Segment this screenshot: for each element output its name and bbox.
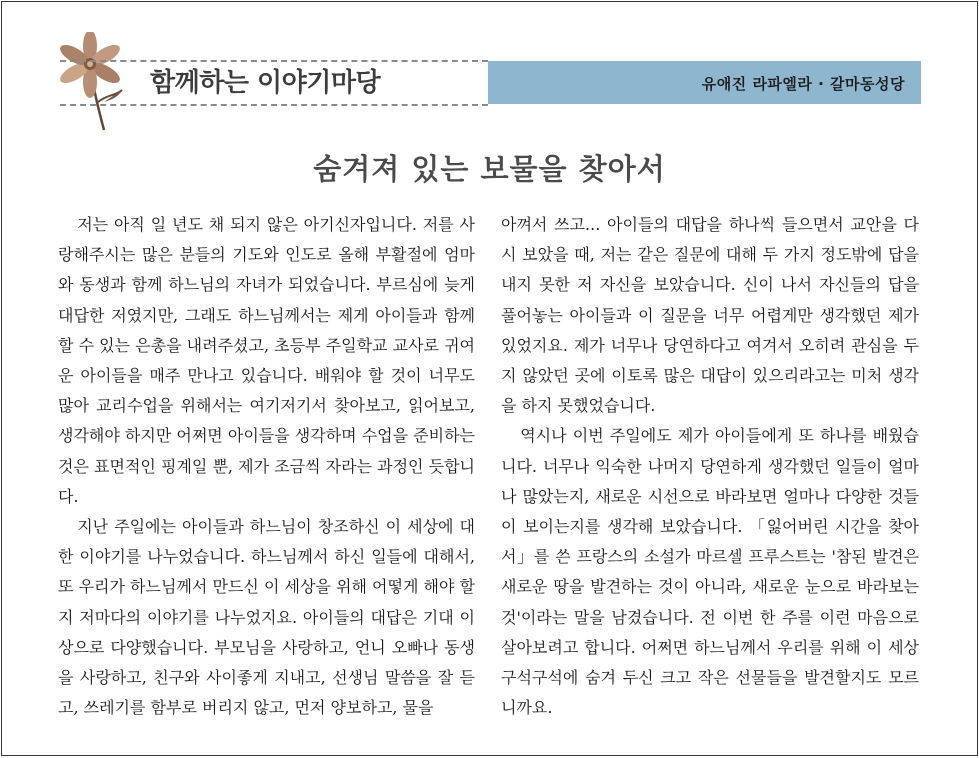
paragraph: 아껴서 쓰고... 아이들의 대답을 하나씩 들으면서 교안을 다시 보았을 때, 저는 같은 질문에 대해 두 가지 정도밖에 답을 내지 못한 저 자신을 보았습니다. 신이 나서 자신들의 답을 풀어놓는 아이들과 이 질문을 너무 어렵게만 생각했던 제가 있었지요. 제가 너무나 당연하다고 여겨서 오히려 관심을 두지 않았던 곳에 이토록 많은 대답이 있으리라고는 미처 생각을 하지 못했었습니다. bbox=[501, 215, 919, 416]
body-column-right bbox=[501, 210, 919, 723]
author-byline: 유애진 라파엘라 · 갈마동성당 bbox=[701, 75, 905, 93]
column-section-title: 함께하는 이야기마당 bbox=[150, 68, 381, 98]
article-page bbox=[1, 1, 978, 756]
header-dashed-line-bottom bbox=[60, 104, 488, 106]
dried-flower-icon bbox=[52, 32, 132, 132]
author-band bbox=[488, 61, 921, 104]
body-column-left bbox=[58, 210, 475, 723]
paragraph: 저는 아직 일 년도 채 되지 않은 아기신자입니다. 저를 사랑해주시는 많은 분들의 기도와 인도로 올해 부활절에 엄마와 동생과 함께 하느님의 자녀가 되었습니다. 부르심에 늦게 대답한 저였지만, 그래도 하느님께서는 제게 아이들과 함께할 수 있는 은총을 내려주셨고, 초등부 주일학교 교사로 귀여운 아이들을 매주 만나고 있습니다. 배워야 할 것이 너무도 많아 교리수업을 위해서는 여기저기서 찾아보고, 읽어보고, 생각해야 하지만 어쩌면 아이들을 생각하며 수업을 준비하는 것은 표면적인 핑계일 뿐, 제가 조금씩 자라는 과정인 듯합니다. bbox=[58, 215, 475, 506]
article-title: 숨겨져 있는 보물을 찾아서 bbox=[313, 152, 666, 186]
paragraph: 역시나 이번 주일에도 제가 아이들에게 또 하나를 배웠습니다. 너무나 익숙한 나머지 당연하게 생각했던 일들이 얼마나 많았는지, 새로운 시선으로 바라보면 얼마나 다양한 것들이 보이는지를 생각해 보았습니다. 「잃어버린 시간을 찾아서」를 쓴 프랑스의 소설가 마르셀 프루스트는 '참된 발견은 새로운 땅을 발견하는 것이 아니라, 새로운 눈으로 바라보는 것'이라는 말을 남겼습니다. 전 이번 한 주를 이런 마음으로 살아보려고 합니다. 어쩌면 하느님께서 우리를 위해 이 세상 구석구석에 숨겨 두신 크고 작은 선물들을 발견할지도 모르니까요. bbox=[501, 426, 919, 718]
paragraph: 지난 주일에는 아이들과 하느님이 창조하신 이 세상에 대한 이야기를 나누었습니다. 하느님께서 하신 일들에 대해서, 또 우리가 하느님께서 만드신 이 세상을 위해 어떻게 해야 할지 저마다의 이야기를 나누었지요. 아이들의 대답은 기대 이상으로 다양했습니다. 부모님을 사랑하고, 언니 오빠나 동생을 사랑하고, 친구와 사이좋게 지내고, 선생님 말씀을 잘 듣고, 쓰레기를 함부로 버리지 않고, 먼저 양보하고, 물을 bbox=[58, 517, 475, 718]
